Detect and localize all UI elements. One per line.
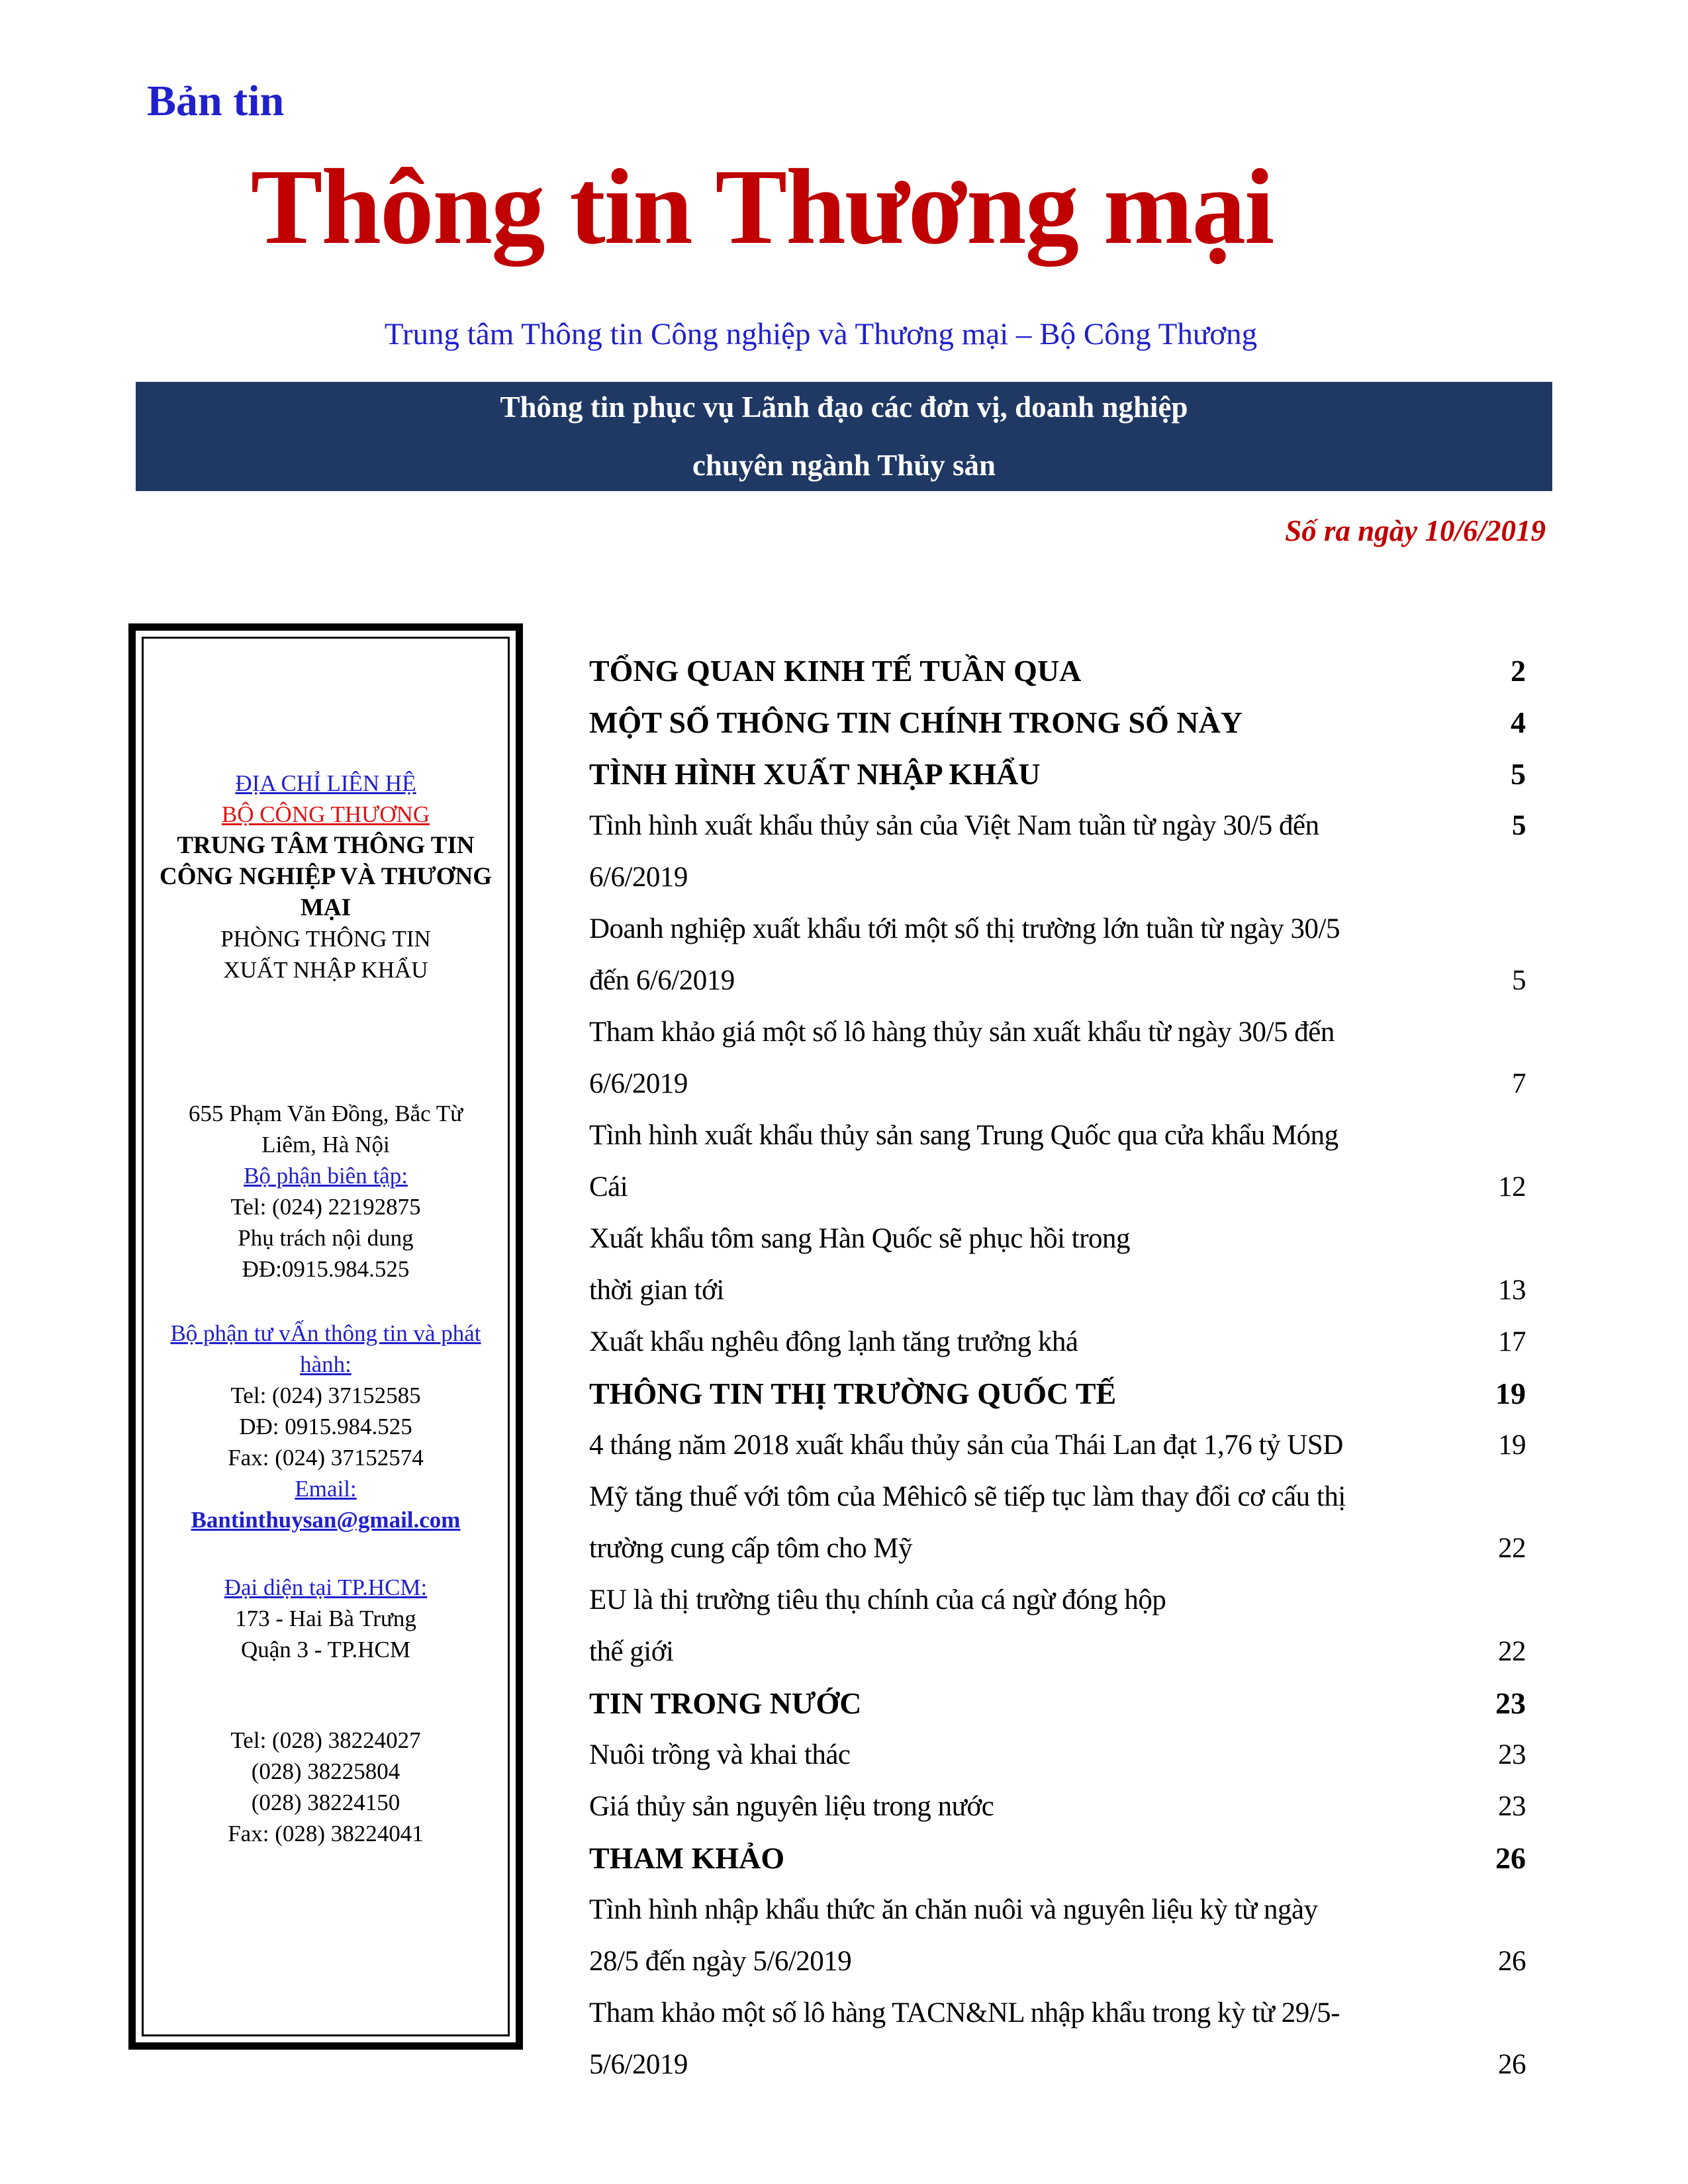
toc-entry[interactable] <box>589 1936 1526 1987</box>
contact-line: Tel: (024) 22192875 <box>230 1194 421 1220</box>
service-banner <box>136 382 1552 491</box>
toc-entry-title: đến 6/6/2019 <box>589 965 735 996</box>
toc-entry-page: 22 <box>1498 1636 1526 1667</box>
contact-line: (028) 38224150 <box>251 1790 400 1815</box>
contact-line: Bộ phận tư vẤn thông tin và phát <box>170 1320 481 1346</box>
toc-entry[interactable] <box>589 1316 1526 1368</box>
toc-entry-page: 22 <box>1498 1533 1526 1564</box>
toc-entry-title: EU là thị trường tiêu thụ chính của cá ngừ đóng hộp <box>589 1584 1166 1615</box>
toc-entry[interactable] <box>589 1420 1526 1471</box>
contact-line: CÔNG NGHIỆP VÀ THƯƠNG <box>160 863 492 890</box>
toc-entry-page: 5 <box>1511 757 1526 791</box>
toc-entry-page: 23 <box>1495 1686 1526 1720</box>
contact-line: Liêm, Hà Nội <box>261 1132 390 1158</box>
toc-entry-title: THÔNG TIN THỊ TRƯỜNG QUỐC TẾ <box>589 1377 1117 1410</box>
toc-entry[interactable] <box>589 903 1526 955</box>
toc-entry-title: 5/6/2019 <box>589 2049 688 2080</box>
toc-entry-title: TIN TRONG NƯỚC <box>589 1686 862 1720</box>
email-link[interactable]: Bantinthuysan@gmail.com <box>191 1507 461 1533</box>
toc-entry-title: MỘT SỐ THÔNG TIN CHÍNH TRONG SỐ NÀY <box>589 705 1243 739</box>
toc-entry-title: thời gian tới <box>589 1275 724 1306</box>
contact-line: Tel: (024) 37152585 <box>230 1383 421 1408</box>
toc-entry[interactable] <box>589 1626 1526 1678</box>
contact-line <box>144 1665 508 1725</box>
toc-entry-title: Tham khảo một số lô hàng TACN&NL nhập khẩu trong kỳ từ 29/5- <box>589 1997 1340 2028</box>
toc-entry[interactable] <box>589 1729 1526 1781</box>
toc-entry[interactable] <box>589 1265 1526 1316</box>
contact-line: TRUNG TÂM THÔNG TIN <box>177 832 475 859</box>
toc-entry-page: 26 <box>1498 1946 1526 1977</box>
toc-entry-page: 2 <box>1511 654 1526 688</box>
toc-entry[interactable] <box>589 955 1526 1007</box>
toc-entry-title: Nuôi trồng và khai thác <box>589 1739 851 1770</box>
contact-line: Fax: (024) 37152574 <box>228 1445 424 1471</box>
toc-entry-title: 4 tháng năm 2018 xuất khẩu thủy sản của Thái Lan đạt 1,76 tỷ USD <box>589 1430 1343 1461</box>
toc-entry-page: 23 <box>1498 1739 1526 1770</box>
contact-line: Đại diện tại TP.HCM: <box>224 1574 428 1600</box>
toc-entry[interactable] <box>589 1987 1526 2039</box>
publisher-line: Trung tâm Thông tin Công nghiệp và Thương mại – Bộ Công Thương <box>384 317 1258 351</box>
toc-entry[interactable] <box>589 749 1526 800</box>
contact-line: Phụ trách nội dung <box>238 1225 414 1251</box>
bulletin-title: Thông tin Thương mại <box>250 148 1274 267</box>
toc-entry-title: thế giới <box>589 1636 674 1667</box>
contact-line: Fax: (028) 38224041 <box>228 1821 424 1846</box>
toc-entry-title: Tham khảo giá một số lô hàng thủy sản xuất khẩu từ ngày 30/5 đến <box>589 1017 1335 1048</box>
toc-entry-page: 5 <box>1512 965 1526 996</box>
toc-entry-page: 26 <box>1498 2049 1526 2080</box>
toc-entry-page: 13 <box>1498 1275 1526 1306</box>
toc-entry-page: 26 <box>1495 1841 1526 1875</box>
contact-line: Email: <box>295 1476 357 1502</box>
banner-line-1: Thông tin phục vụ Lãnh đạo các đơn vị, doanh nghiệp <box>500 390 1188 424</box>
toc-entry[interactable] <box>589 1523 1526 1574</box>
toc-entry[interactable] <box>589 1471 1526 1523</box>
contact-line: ĐĐ:0915.984.525 <box>242 1256 410 1282</box>
table-of-contents <box>589 645 1526 2091</box>
toc-entry-title: Xuất khẩu tôm sang Hàn Quốc sẽ phục hồi trong <box>589 1223 1131 1254</box>
toc-entry[interactable] <box>589 1368 1526 1420</box>
toc-entry-page: 19 <box>1495 1377 1526 1410</box>
toc-entry[interactable] <box>589 1007 1526 1058</box>
banner-line-2: chuyên ngành Thủy sản <box>692 448 996 482</box>
toc-entry-page: 4 <box>1511 705 1526 739</box>
toc-entry-title: 6/6/2019 <box>589 862 688 893</box>
toc-entry[interactable] <box>589 1574 1526 1626</box>
toc-entry[interactable] <box>589 800 1526 852</box>
toc-entry-title: Tình hình nhập khẩu thức ăn chăn nuôi và nguyên liệu kỳ từ ngày <box>589 1894 1318 1925</box>
toc-entry[interactable] <box>589 1161 1526 1213</box>
contact-line: MẠI <box>300 894 352 921</box>
contact-line <box>144 1535 508 1572</box>
toc-entry-page: 12 <box>1498 1171 1526 1203</box>
contact-line <box>144 985 508 1098</box>
toc-entry[interactable] <box>589 1110 1526 1161</box>
bulletin-kicker: Bản tin <box>147 77 285 125</box>
toc-entry-title: 6/6/2019 <box>589 1068 688 1099</box>
toc-entry-title: 28/5 đến ngày 5/6/2019 <box>589 1946 852 1977</box>
toc-entry-page: 23 <box>1498 1791 1526 1822</box>
toc-entry-title: Doanh nghiệp xuất khẩu tới một số thị trường lớn tuần từ ngày 30/5 <box>589 913 1340 944</box>
contact-line: Bộ phận biên tập: <box>244 1163 408 1189</box>
toc-entry[interactable] <box>589 1884 1526 1936</box>
contact-line: (028) 38225804 <box>251 1758 400 1784</box>
toc-entry[interactable] <box>589 1058 1526 1110</box>
contact-line: Tel: (028) 38224027 <box>230 1727 421 1753</box>
contact-line: XUẤT NHẬP KHẨU <box>223 957 428 983</box>
toc-entry-title: Xuất khẩu nghêu đông lạnh tăng trưởng khá <box>589 1326 1078 1357</box>
toc-entry-title: THAM KHẢO <box>589 1841 785 1875</box>
toc-entry-title: trường cung cấp tôm cho Mỹ <box>589 1533 913 1564</box>
toc-entry-page: 7 <box>1512 1068 1526 1099</box>
toc-entry-page: 5 <box>1512 810 1526 841</box>
contact-line: DĐ: 0915.984.525 <box>239 1414 412 1439</box>
contact-line: hành: <box>300 1351 352 1377</box>
toc-entry[interactable] <box>589 697 1526 749</box>
toc-entry-title: TỔNG QUAN KINH TẾ TUẦN QUA <box>589 654 1082 688</box>
toc-entry[interactable] <box>589 1781 1526 1833</box>
toc-entry-title: TÌNH HÌNH XUẤT NHẬP KHẨU <box>589 757 1041 791</box>
toc-entry-title: Cái <box>589 1171 628 1203</box>
contact-line: 655 Phạm Văn Đồng, Bắc Từ <box>188 1101 463 1126</box>
contact-box <box>128 623 523 2050</box>
toc-entry[interactable] <box>589 645 1526 697</box>
contact-line: Quận 3 - TP.HCM <box>240 1637 411 1662</box>
toc-entry-page: 19 <box>1498 1430 1526 1461</box>
contact-line: PHÒNG THÔNG TIN <box>220 926 431 952</box>
contact-line: BỘ CÔNG THƯƠNG <box>221 801 430 827</box>
toc-entry-title: Tình hình xuất khẩu thủy sản của Việt Nam tuần từ ngày 30/5 đến <box>589 810 1319 841</box>
toc-entry-page: 17 <box>1498 1326 1526 1357</box>
toc-entry-title: Giá thủy sản nguyên liệu trong nước <box>589 1791 994 1822</box>
contact-line: ĐỊA CHỈ LIÊN HỆ <box>235 770 416 796</box>
toc-entry-title: Tình hình xuất khẩu thủy sản sang Trung Quốc qua cửa khẩu Móng <box>589 1120 1338 1151</box>
toc-entry[interactable] <box>589 1833 1526 1884</box>
toc-entry[interactable] <box>589 1678 1526 1729</box>
toc-entry-title: Mỹ tăng thuế với tôm của Mêhicô sẽ tiếp tục làm thay đổi cơ cấu thị <box>589 1481 1346 1512</box>
toc-entry[interactable] <box>589 852 1526 903</box>
toc-entry[interactable] <box>589 2039 1526 2091</box>
contact-line: 173 - Hai Bà Trưng <box>235 1606 416 1631</box>
contact-line <box>144 1285 508 1318</box>
issue-date: Số ra ngày 10/6/2019 <box>1285 514 1546 547</box>
contact-box-inner <box>142 637 510 2036</box>
toc-entry[interactable] <box>589 1213 1526 1265</box>
